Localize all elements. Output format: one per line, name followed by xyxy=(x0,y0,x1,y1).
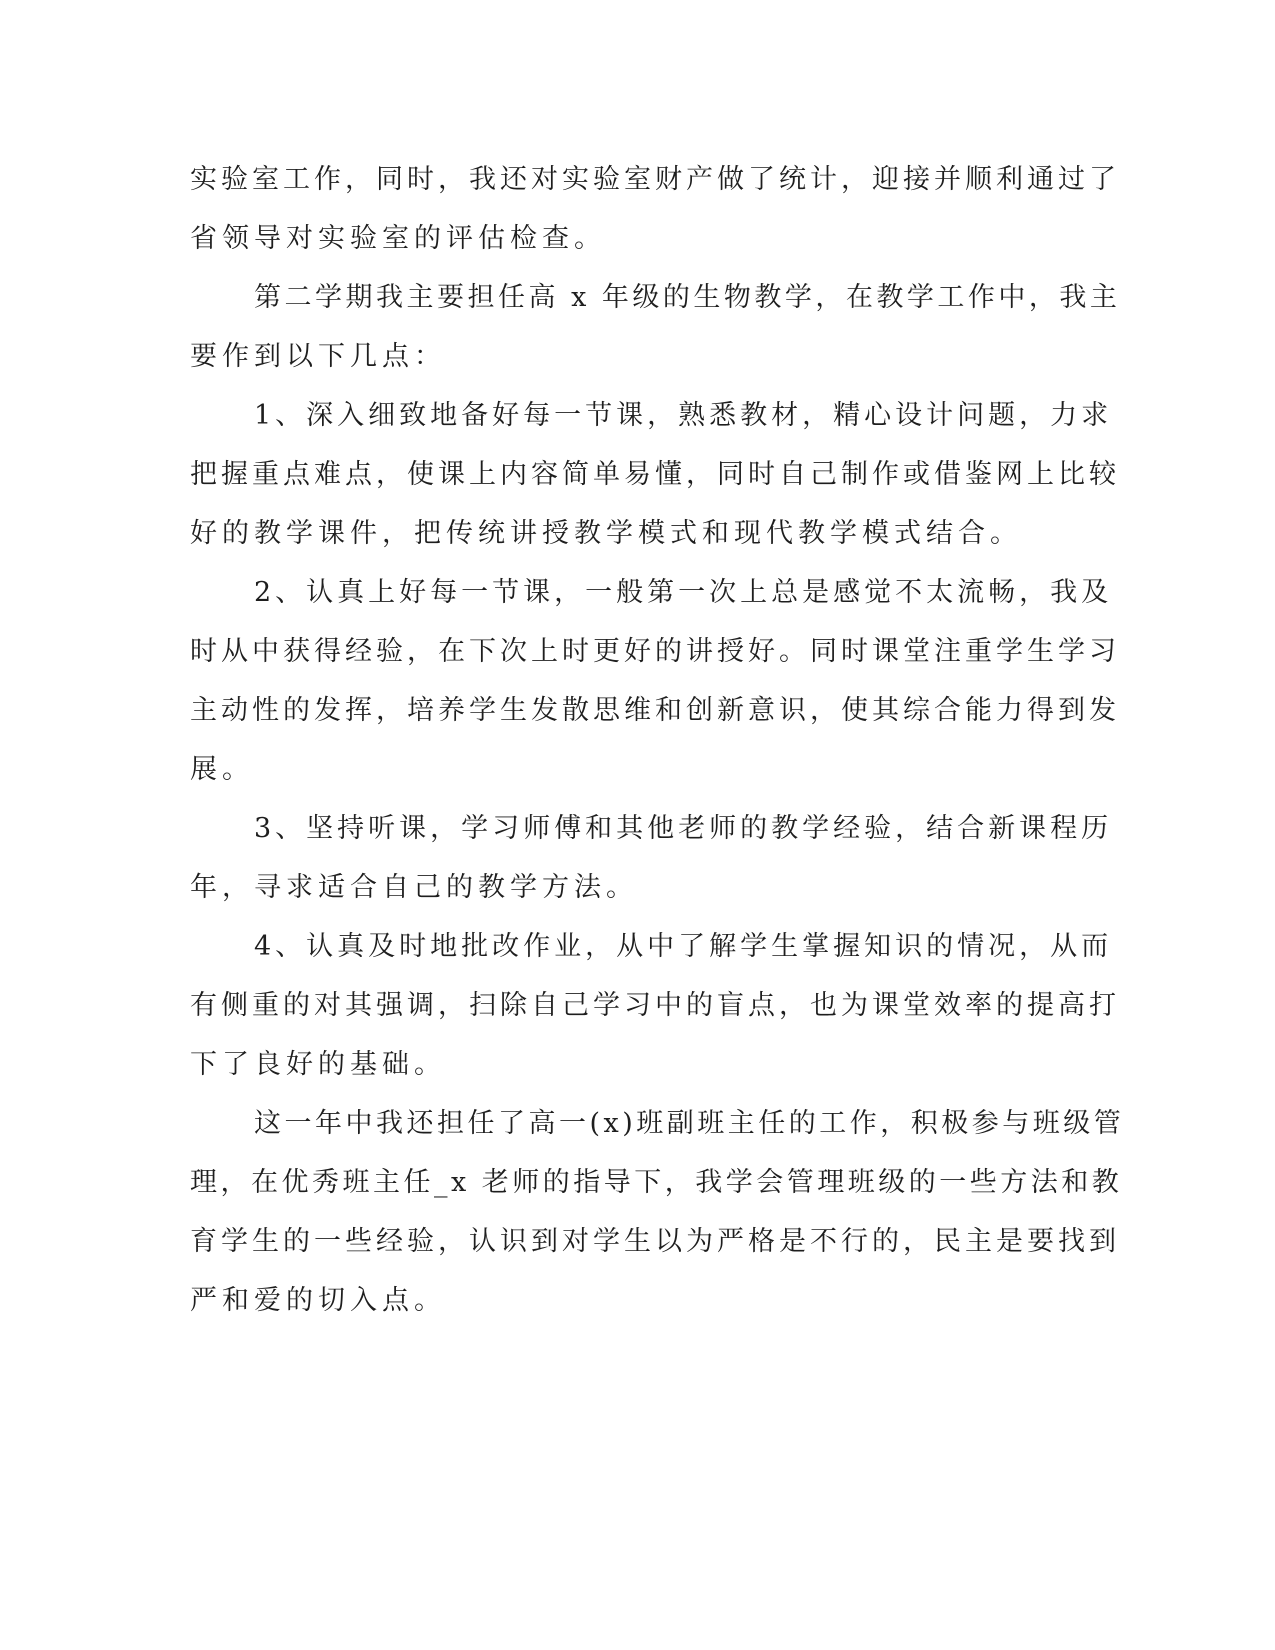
list-item-3-start-line: 3、坚持听课，学习师傅和其他老师的教学经验，结合新课程历 xyxy=(254,813,1113,844)
text-line: 育学生的一些经验，认识到对学生以为严格是不行的，民主是要找到 xyxy=(190,1226,1120,1257)
list-item-2-start-line: 2、认真上好每一节课，一般第一次上总是感觉不太流畅，我及 xyxy=(254,577,1113,608)
paragraph-start-line: 第二学期我主要担任高 x 年级的生物教学，在教学工作中，我主 xyxy=(254,282,1121,313)
text-line: 展。 xyxy=(190,754,254,785)
text-line: 好的教学课件，把传统讲授教学模式和现代教学模式结合。 xyxy=(190,518,1022,549)
text-line: 实验室工作，同时，我还对实验室财产做了统计，迎接并顺利通过了 xyxy=(190,164,1120,195)
text-line: 时从中获得经验，在下次上时更好的讲授好。同时课堂注重学生学习 xyxy=(190,636,1120,667)
list-item-4-start-line: 4、认真及时地批改作业，从中了解学生掌握知识的情况，从而 xyxy=(254,931,1113,962)
text-line: 省领导对实验室的评估检查。 xyxy=(190,223,606,254)
text-line: 要作到以下几点： xyxy=(190,341,446,372)
paragraph-start-line: 这一年中我还担任了高一(x)班副班主任的工作，积极参与班级管 xyxy=(254,1108,1125,1139)
text-line: 年，寻求适合自己的教学方法。 xyxy=(190,872,638,903)
list-item-1-start-line: 1、深入细致地备好每一节课，熟悉教材，精心设计问题，力求 xyxy=(254,400,1113,431)
text-line: 有侧重的对其强调，扫除自己学习中的盲点，也为课堂效率的提高打 xyxy=(190,990,1120,1021)
text-line: 严和爱的切入点。 xyxy=(190,1285,446,1316)
text-line: 下了良好的基础。 xyxy=(190,1049,446,1080)
text-line: 把握重点难点，使课上内容简单易懂，同时自己制作或借鉴网上比较 xyxy=(190,459,1120,490)
text-line: 理，在优秀班主任_x 老师的指导下，我学会管理班级的一些方法和教 xyxy=(190,1167,1123,1198)
text-line: 主动性的发挥，培养学生发散思维和创新意识，使其综合能力得到发 xyxy=(190,695,1120,726)
